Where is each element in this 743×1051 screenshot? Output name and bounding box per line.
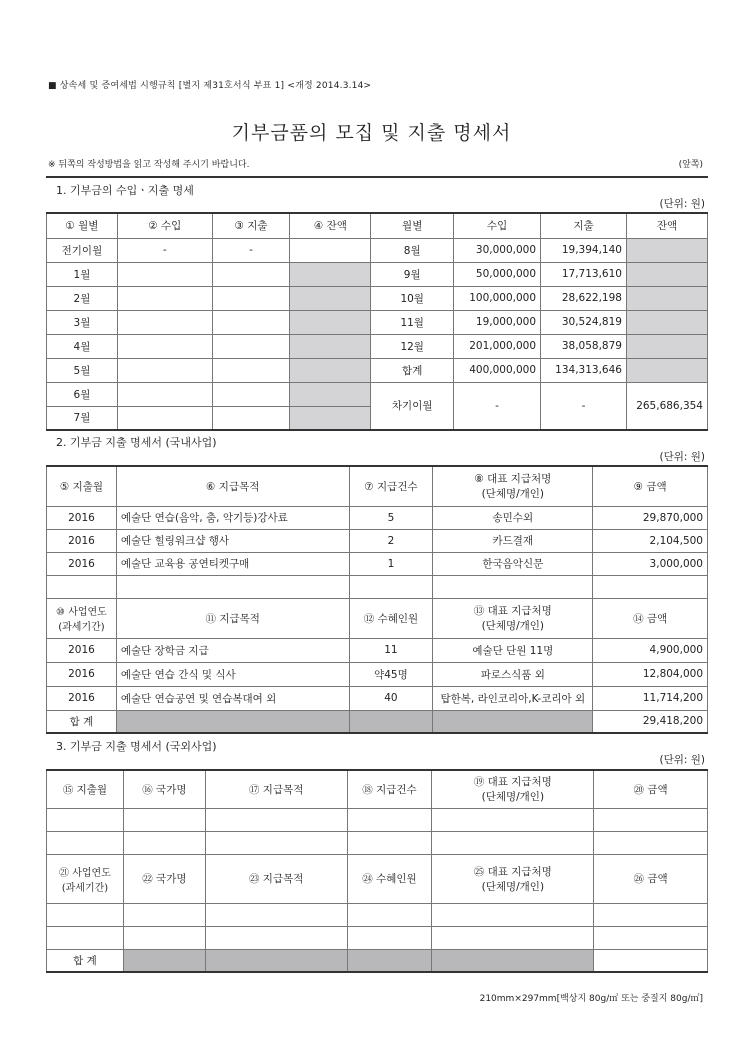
header-payee-2-line1: ㉕ 대표 지급처명 [473,865,552,878]
total-purpose-cell [116,710,349,733]
month-cell: 8월 [371,238,454,262]
income-cell [117,334,212,358]
month-cell: 9월 [371,262,454,286]
month-cell: 10월 [371,286,454,310]
instruction-note: ※ 뒤쪽의 작성방법을 읽고 작성해 주시기 바랍니다. [48,160,250,170]
form-reference-note: ■ 상속세 및 증여세법 시행규칙 [별지 제31호서식 부표 1] <개정 2014.3.14> [48,81,372,91]
count-cell: 5 [349,506,433,529]
balance-cell: 265,686,354 [626,382,707,430]
count-cell: 1 [349,552,433,575]
payee-cell: 파로스식품 외 [433,662,593,686]
total-purpose-cell [205,949,347,972]
income-cell [117,382,212,406]
total-row [47,710,708,733]
income-cell [117,286,212,310]
header-purpose: ⑰ 지급목적 [205,770,347,808]
purpose-cell: 예술단 연습 간식 및 식사 [116,662,349,686]
count-cell [347,831,432,854]
amount-cell: 3,000,000 [593,552,708,575]
expense-cell [212,406,290,430]
header-country: ⑯ 국가명 [123,770,205,808]
month-cell: 2월 [47,286,118,310]
header-income-2: 수입 [454,213,541,238]
people-cell: 40 [349,686,433,710]
total-amount [594,949,708,972]
income-cell: 400,000,000 [454,358,541,382]
total-row [47,949,708,972]
table-row [47,529,708,552]
balance-cell [626,334,707,358]
page-title: 기부금품의 모집 및 지출 명세서 [231,122,512,144]
purpose-cell [205,808,347,831]
country-cell [123,926,205,949]
amount-cell [594,808,708,831]
people-cell [347,926,432,949]
header-payee-2 [432,854,594,903]
header-expense-2: 지출 [541,213,627,238]
month-cell: 3월 [47,310,118,334]
table-row [47,926,708,949]
divider [46,176,708,178]
header-payee-2-line2: (단체명/개인) [481,620,545,632]
header-balance-2: 잔액 [626,213,707,238]
count-cell [349,575,433,598]
month-cell: 11월 [371,310,454,334]
month-cell: 전기이월 [47,238,118,262]
month-cell [47,831,124,854]
header-payee-line1: ⑲ 대표 지급처명 [473,776,552,789]
expense-cell [212,334,290,358]
amount-cell: 12,804,000 [593,662,708,686]
header-amount-2: ⑭ 금액 [593,598,708,638]
total-label: 합 계 [47,710,117,733]
balance-cell [290,358,371,382]
month-cell: 2016 [47,552,117,575]
total-country-cell [123,949,205,972]
header-business-year [47,598,117,638]
balance-cell [290,238,371,262]
income-cell: 100,000,000 [454,286,541,310]
month-cell: 차기이월 [371,382,454,430]
payee-cell [432,903,594,926]
table-row [47,286,708,310]
expense-cell [212,286,290,310]
expense-cell: 28,622,198 [541,286,627,310]
balance-cell [290,262,371,286]
header-purpose-2: ⑪ 지급목적 [116,598,349,638]
header-amount: ⑨ 금액 [593,466,708,506]
income-cell [117,310,212,334]
header-payee-2-line2: (단체명/개인) [481,880,545,893]
people-cell [347,903,432,926]
income-cell: 30,000,000 [454,238,541,262]
section3-unit: (단위: 원) [659,754,705,766]
table-row [47,575,708,598]
payee-cell [433,575,593,598]
purpose-cell: 예술단 힐링워크샵 행사 [116,529,349,552]
section3-title: 3. 기부금 지출 명세서 (국외사업) [56,740,217,753]
table-row [47,662,708,686]
expense-cell: 38,058,879 [541,334,627,358]
total-label: 합 계 [47,949,124,972]
expense-cell: - [541,382,627,430]
expense-cell: - [212,238,290,262]
month-cell: 7월 [47,406,118,430]
balance-cell [626,358,707,382]
purpose-cell: 예술단 연습공연 및 연습복대여 외 [116,686,349,710]
payee-cell: 카드결재 [433,529,593,552]
header-purpose: ⑥ 지급목적 [116,466,349,506]
table-row [47,638,708,662]
section1-title: 1. 기부금의 수입ㆍ지출 명세 [56,184,194,197]
month-cell: 2016 [47,506,117,529]
header-business-year-line2: (과세기간) [58,622,105,633]
purpose-cell [205,831,347,854]
table-row [47,808,708,831]
header-month: ① 월별 [47,213,118,238]
header-business-year [47,854,124,903]
balance-cell [626,262,707,286]
table-row [47,686,708,710]
header-beneficiaries: ⑫ 수혜인원 [349,598,433,638]
header-expense: ③ 지출 [212,213,290,238]
table-row [47,358,708,382]
payee-cell [432,808,594,831]
purpose-cell [205,926,347,949]
payee-cell: 송민수외 [433,506,593,529]
amount-cell [594,926,708,949]
header-expense-month: ⑮ 지출월 [47,770,124,808]
expense-cell: 30,524,819 [541,310,627,334]
balance-cell [290,286,371,310]
month-cell: 2016 [47,529,117,552]
expense-cell [212,262,290,286]
year-cell [47,903,124,926]
balance-cell [290,406,371,430]
month-cell: 5월 [47,358,118,382]
header-payee-line2: (단체명/개인) [481,488,545,501]
balance-cell [626,238,707,262]
section1-table [46,212,708,431]
header-country-2: ㉒ 국가명 [123,854,205,903]
month-cell [47,575,117,598]
header-count: ⑱ 지급건수 [347,770,432,808]
header-amount-2: ㉖ 금액 [594,854,708,903]
income-cell: 50,000,000 [454,262,541,286]
payee-cell: 예술단 단원 11명 [433,638,593,662]
people-cell: 약45명 [349,662,433,686]
country-cell [123,831,205,854]
table-row [47,506,708,529]
header-income: ② 수입 [117,213,212,238]
header-amount: ⑳ 금액 [594,770,708,808]
header-month-2: 월별 [371,213,454,238]
year-cell: 2016 [47,638,117,662]
table-row [47,262,708,286]
purpose-cell: 예술단 교육용 공연티켓구매 [116,552,349,575]
header-payee-2 [433,598,593,638]
year-cell [47,926,124,949]
month-cell: 1월 [47,262,118,286]
total-payee-cell [433,710,593,733]
total-payee-cell [432,949,594,972]
balance-cell [290,334,371,358]
header-purpose-2: ㉓ 지급목적 [205,854,347,903]
header-expense-month: ⑤ 지출월 [47,466,117,506]
header-payee-line2: (단체명/개인) [481,791,545,804]
table-row [47,382,708,406]
balance-cell [626,286,707,310]
section3-table [46,769,708,973]
count-cell [347,808,432,831]
income-cell: 19,000,000 [454,310,541,334]
header-payee-2-line1: ⑬ 대표 지급처명 [473,605,552,617]
table-row [47,334,708,358]
table-row [47,238,708,262]
income-cell: - [117,238,212,262]
month-cell [47,808,124,831]
section2-unit: (단위: 원) [659,451,705,463]
balance-cell [626,310,707,334]
income-cell [117,406,212,430]
header-beneficiaries: ㉔ 수혜인원 [347,854,432,903]
purpose-cell: 예술단 장학금 지급 [116,638,349,662]
month-cell: 합계 [371,358,454,382]
payee-cell [432,926,594,949]
paper-spec-footer: 210mm×297mm[백상지 80g/㎡ 또는 중질지 80g/㎡] [479,994,703,1004]
amount-cell [593,575,708,598]
amount-cell: 2,104,500 [593,529,708,552]
country-cell [123,903,205,926]
header-balance: ④ 잔액 [290,213,371,238]
purpose-cell [205,903,347,926]
header-payee [432,770,594,808]
payee-cell [432,831,594,854]
expense-cell: 17,713,610 [541,262,627,286]
month-cell: 4월 [47,334,118,358]
expense-cell: 134,313,646 [541,358,627,382]
year-cell: 2016 [47,662,117,686]
page-side-label: (앞쪽) [678,160,703,170]
total-people-cell [347,949,432,972]
income-cell [117,358,212,382]
header-business-year-line1: ⑩ 사업연도 [56,607,107,618]
income-cell [117,262,212,286]
section2-title: 2. 기부금 지출 명세서 (국내사업) [56,436,217,449]
section1-unit: (단위: 원) [659,198,705,210]
people-cell: 11 [349,638,433,662]
header-count: ⑦ 지급건수 [349,466,433,506]
section2-table [46,465,708,734]
table-row [47,903,708,926]
purpose-cell: 예술단 연습(음악, 춤, 악기등)강사료 [116,506,349,529]
income-cell: - [454,382,541,430]
balance-cell [290,382,371,406]
header-business-year-line1: ㉑ 사업연도 [59,867,111,879]
table-row [47,310,708,334]
header-payee [433,466,593,506]
month-cell: 12월 [371,334,454,358]
table-row [47,552,708,575]
table-row [47,831,708,854]
payee-cell: 한국음악신문 [433,552,593,575]
expense-cell [212,310,290,334]
payee-cell: 탑한복, 라인코리아,K-코리아 외 [433,686,593,710]
total-people-cell [349,710,433,733]
amount-cell [594,831,708,854]
balance-cell [290,310,371,334]
amount-cell: 29,870,000 [593,506,708,529]
amount-cell: 11,714,200 [593,686,708,710]
header-business-year-line2: (과세기간) [61,882,109,894]
amount-cell [594,903,708,926]
amount-cell: 4,900,000 [593,638,708,662]
purpose-cell [116,575,349,598]
header-payee-line1: ⑧ 대표 지급처명 [474,473,552,486]
month-cell: 6월 [47,382,118,406]
expense-cell [212,382,290,406]
expense-cell: 19,394,140 [541,238,627,262]
expense-cell [212,358,290,382]
count-cell: 2 [349,529,433,552]
year-cell: 2016 [47,686,117,710]
country-cell [123,808,205,831]
income-cell: 201,000,000 [454,334,541,358]
total-amount: 29,418,200 [593,710,708,733]
